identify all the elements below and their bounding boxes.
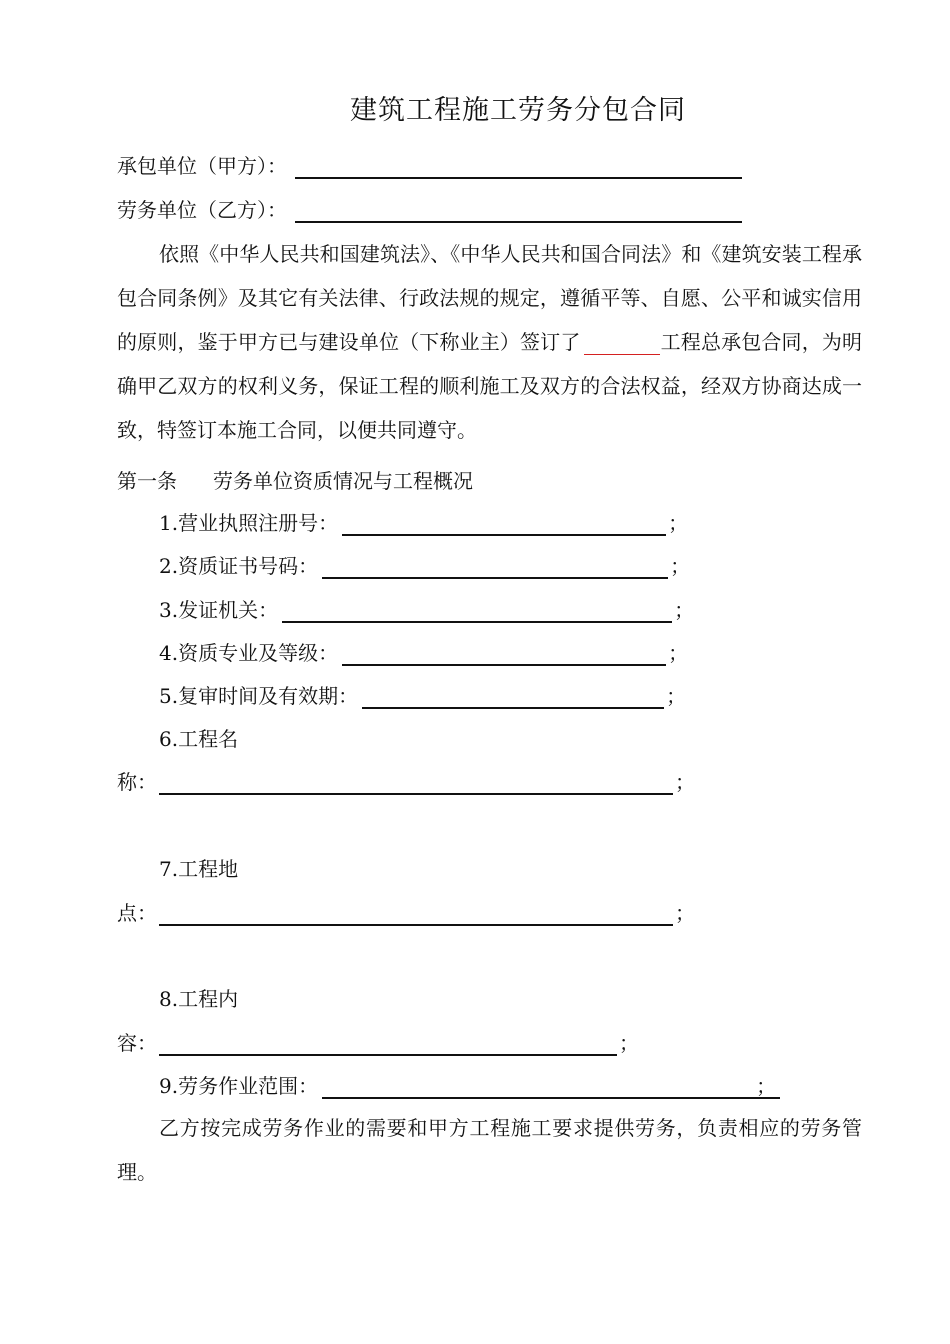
item-6-second <box>117 768 695 796</box>
item-4-label: 4.资质专业及等级： <box>159 641 339 665</box>
item-1 <box>159 509 688 537</box>
item-7-second <box>117 899 695 927</box>
party-a-line <box>117 152 742 180</box>
semicolon: ； <box>668 641 689 665</box>
item-2-label: 2.资质证书号码： <box>159 554 319 578</box>
semicolon: ； <box>675 901 695 925</box>
item-3-label: 3.发证机关： <box>159 598 279 622</box>
item-9-blank[interactable] <box>322 1097 780 1099</box>
item-8-second <box>117 1029 639 1057</box>
closing-paragraph: 乙方按完成劳务作业的需要和甲方工程施工要求提供劳务，负责相应的劳务管理。 <box>117 1116 862 1184</box>
article1-heading <box>117 467 473 495</box>
project-name-blank[interactable] <box>584 354 660 355</box>
item-2 <box>159 552 690 580</box>
item-9 <box>159 1072 776 1100</box>
preamble-paragraph <box>117 232 862 452</box>
item-1-blank[interactable] <box>342 534 666 536</box>
party-a-blank[interactable] <box>295 177 742 179</box>
party-b-blank[interactable] <box>295 221 742 223</box>
preamble-part1: 依照《中华人民共和国建筑法》、《中华人民共和国合同法》和《建筑安装工程承包合同条例》及其它有关法律、行政法规的规定，遵循平等、自愿、公平和诚实信用的原则，鉴于甲方已与建设单位（下称业主）签订了 <box>117 242 862 354</box>
item-5-blank[interactable] <box>362 707 664 709</box>
article-heading: 劳务单位资质情况与工程概况 <box>213 469 473 493</box>
item-4-blank[interactable] <box>342 664 666 666</box>
item-8-label: 8.工程内 <box>159 987 239 1011</box>
party-b-line <box>117 196 742 224</box>
item-7-blank[interactable] <box>159 924 673 926</box>
item-6-label: 6.工程名 <box>159 727 239 751</box>
item-2-blank[interactable] <box>322 577 668 579</box>
semicolon: ； <box>666 684 687 708</box>
item-3-blank[interactable] <box>282 621 672 623</box>
document-title: 建筑工程施工劳务分包合同 <box>350 95 686 126</box>
item-7-label: 7.工程地 <box>159 857 239 881</box>
item-8-first <box>159 985 238 1013</box>
party-a-label: 承包单位（甲方）： <box>117 154 287 178</box>
article-number: 第一条 <box>117 469 177 493</box>
item-8-blank[interactable] <box>159 1054 617 1056</box>
item-6-blank[interactable] <box>159 793 673 795</box>
item-6-label-cont: 称： <box>117 770 157 794</box>
party-b-label: 劳务单位（乙方）： <box>117 198 287 222</box>
item-7-label-cont: 点： <box>117 901 157 925</box>
semicolon: ； <box>670 554 691 578</box>
item-3 <box>159 596 694 624</box>
preamble-part2: 工程总承包合同，为明确甲乙双方的权利义务，保证工程的顺利施工及双方的合法权益，经双方协商达成一致，特签订本施工合同，以便共同遵守。 <box>117 330 862 442</box>
semicolon: ； <box>619 1031 639 1055</box>
item-5 <box>159 682 686 710</box>
item-7-first <box>159 855 238 883</box>
semicolon: ； <box>756 1074 777 1098</box>
item-4 <box>159 639 688 667</box>
semicolon: ； <box>668 511 689 535</box>
item-9-label: 9.劳务作业范围： <box>159 1074 319 1098</box>
item-6-first <box>159 725 238 753</box>
item-1-label: 1.营业执照注册号： <box>159 511 339 535</box>
item-8-label-cont: 容： <box>117 1031 157 1055</box>
semicolon: ； <box>675 770 695 794</box>
item-5-label: 5.复审时间及有效期： <box>159 684 359 708</box>
semicolon: ； <box>674 598 695 622</box>
